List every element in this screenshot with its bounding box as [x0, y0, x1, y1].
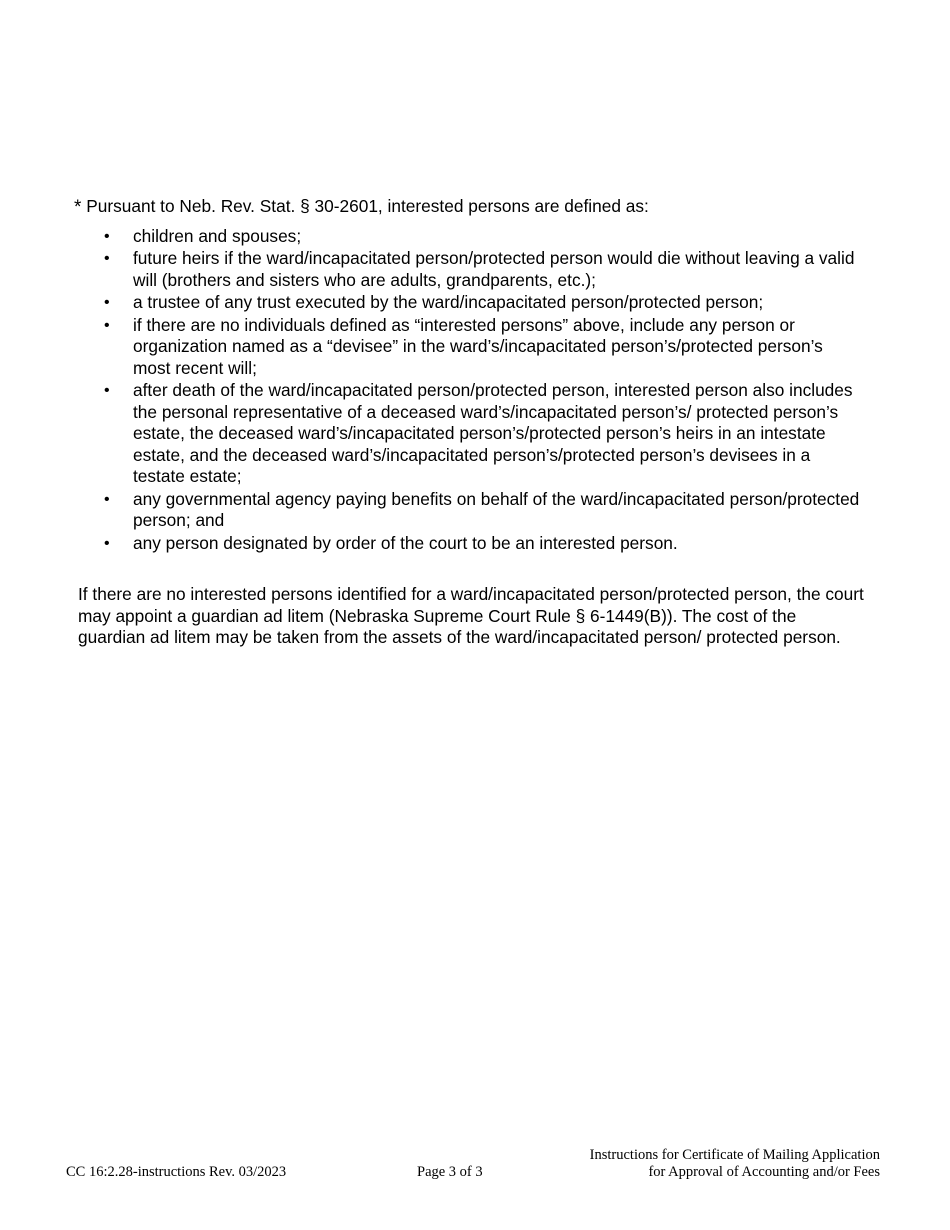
page-footer — [0, 1145, 950, 1185]
page-number: Page 3 of 3 — [417, 1164, 483, 1180]
bullet-icon: • — [104, 227, 110, 245]
list-item — [74, 533, 864, 555]
asterisk-marker: * — [74, 197, 82, 218]
interested-persons-list — [74, 226, 864, 555]
list-item-text: a trustee of any trust executed by the ward/incapacitated person/protected person; — [133, 292, 764, 312]
form-title-line-2: for Approval of Accounting and/or Fees — [648, 1164, 880, 1180]
guardian-ad-litem-note: If there are no interested persons identified for a ward/incapacitated person/protected person, the court may appoint a guardian ad litem (Nebraska Supreme Court Rule § 6-1449(B)). The cost of the guardian ad litem may be taken from the assets of the ward/incapacitated person/ protected person. — [78, 584, 864, 647]
list-item — [74, 226, 864, 248]
form-id: CC 16:2.28-instructions Rev. 03/2023 — [66, 1164, 287, 1180]
intro-text: Pursuant to Neb. Rev. Stat. § 30-2601, interested persons are defined as: — [86, 196, 649, 216]
bullet-icon: • — [104, 294, 110, 311]
bullet-icon: • — [104, 490, 110, 508]
bullet-icon: • — [104, 382, 110, 399]
list-item-text: children and spouses; — [133, 225, 302, 246]
bullet-icon: • — [104, 316, 110, 334]
list-item-text: any governmental agency paying benefits on behalf of the ward/incapacitated person/protected person; and — [133, 488, 860, 530]
intro-paragraph — [74, 196, 864, 218]
list-item-text: after death of the ward/incapacitated person/protected person, interested person also includes the personal representative of a deceased ward’s/incapacitated person’s/ protected person’s estate, the deceased ward’s/incapacitated person’s/protected person’s heirs in an intestate estate, and the deceased ward’s/incapacitated person’s/protected person’s devisees in a testate estate; — [133, 380, 853, 486]
form-title-line-1: Instructions for Certificate of Mailing Application — [589, 1147, 880, 1163]
bullet-icon: • — [104, 534, 110, 552]
main-content — [74, 196, 864, 649]
list-item-text: if there are no individuals defined as “interested persons” above, include any person or organization named as a “devisee” in the ward’s/incapacitated person’s/protected person’s most recent will; — [133, 314, 823, 378]
bullet-icon: • — [104, 250, 110, 267]
list-item — [74, 292, 864, 314]
list-item-text: future heirs if the ward/incapacitated person/protected person would die without leaving a valid will (brothers and sisters who are adults, grandparents, etc.); — [133, 248, 855, 290]
list-item — [74, 489, 864, 532]
list-item-text: any person designated by order of the court to be an interested person. — [133, 532, 678, 553]
list-item — [74, 380, 864, 488]
form-title — [590, 1147, 880, 1181]
list-item — [74, 315, 864, 380]
list-item — [74, 248, 864, 291]
